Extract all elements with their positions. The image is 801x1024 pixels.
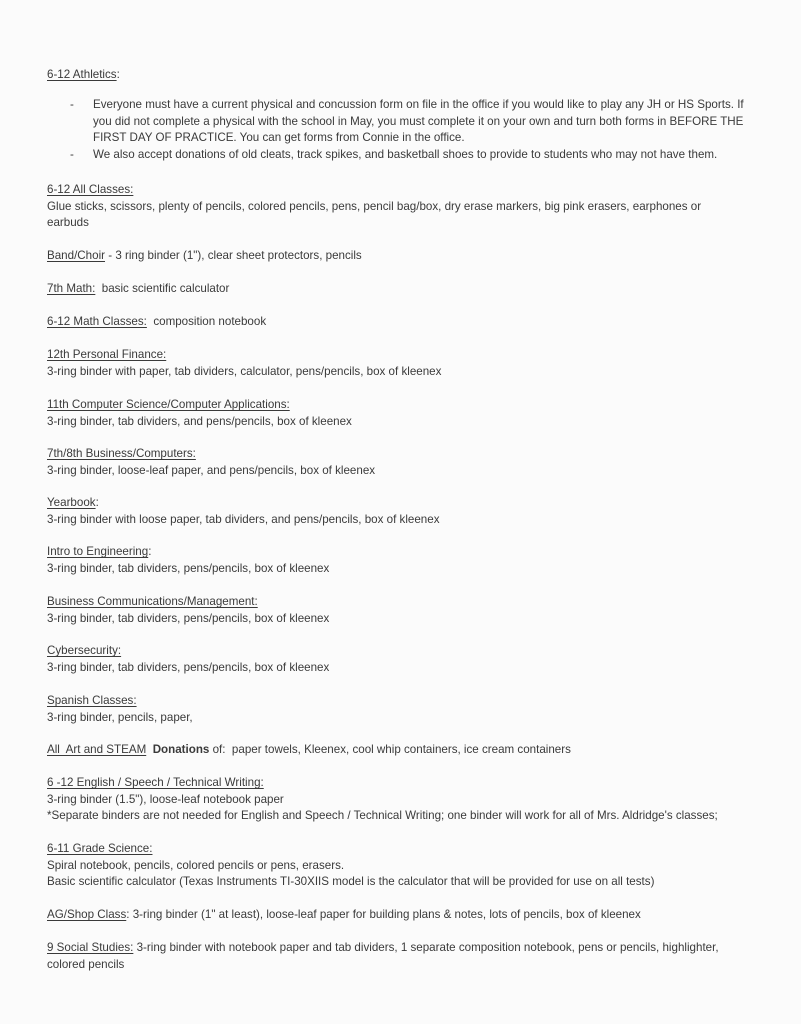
art-donations-label: Donations (152, 743, 210, 756)
art-heading: All Art and STEAM (47, 743, 147, 756)
social-heading: 9 Social Studies: (47, 941, 134, 954)
math7-section (47, 281, 737, 298)
finance-heading: 12th Personal Finance: (47, 348, 167, 361)
business78-section (47, 446, 737, 479)
band-choir-heading: Band/Choir (47, 249, 106, 262)
yearbook-colon: : (95, 496, 99, 509)
bizcomm-section (47, 594, 737, 627)
band-choir-text: - 3 ring binder (1"), clear sheet protectors, pencils (105, 249, 362, 262)
yearbook-section (47, 495, 737, 528)
science-line2: Basic scientific calculator (Texas Instruments TI-30XIIS model is the calculator that will be provided for use on all tests) (47, 875, 655, 888)
engineering-heading: Intro to Engineering (47, 545, 149, 558)
athletics-bullet-text: We also accept donations of old cleats, track spikes, and basketball shoes to provide to students who may not have them. (93, 147, 718, 161)
cyber-heading: Cybersecurity: (47, 644, 122, 657)
engineering-colon: : (148, 545, 152, 558)
social-text: 3-ring binder with notebook paper and tab dividers, 1 separate composition notebook, pens or pencils, highlighter, colored pencils (47, 941, 719, 971)
english-heading: 6 -12 English / Speech / Technical Writing: (47, 776, 264, 789)
ag-section (47, 907, 767, 924)
english-section (47, 775, 767, 825)
all-classes-heading: 6-12 All Classes: (47, 183, 134, 196)
business78-text: 3-ring binder, loose-leaf paper, and pens/pencils, box of kleenex (47, 463, 376, 477)
cyber-section (47, 643, 737, 676)
athletics-heading: 6-12 Athletics (47, 68, 117, 81)
yearbook-text: 3-ring binder with loose paper, tab dividers, and pens/pencils, box of kleenex (47, 512, 440, 526)
math7-text: basic scientific calculator (95, 282, 230, 295)
math612-heading: 6-12 Math Classes: (47, 315, 147, 328)
science-heading: 6-11 Grade Science: (47, 842, 153, 855)
science-section (47, 841, 767, 891)
engineering-text: 3-ring binder, tab dividers, pens/pencils, box of kleenex (47, 561, 330, 575)
athletics-bullet-list (47, 97, 747, 163)
science-line1: Spiral notebook, pencils, colored pencils or pens, erasers. (47, 858, 345, 872)
business78-heading: 7th/8th Business/Computers: (47, 447, 196, 460)
bizcomm-heading: Business Communications/Management: (47, 595, 258, 608)
english-line1: 3-ring binder (1.5"), loose-leaf notebook paper (47, 792, 284, 806)
spanish-heading: Spanish Classes: (47, 694, 137, 707)
all-classes-text: Glue sticks, scissors, plenty of pencils, colored pencils, pens, pencil bag/box, dry erase markers, big pink erasers, earphones or earbuds (47, 199, 702, 229)
math612-section (47, 314, 737, 331)
all-classes-section (47, 182, 737, 232)
art-section (47, 742, 737, 759)
engineering-section (47, 544, 737, 577)
list-item (47, 147, 747, 164)
cyber-text: 3-ring binder, tab dividers, pens/pencils, box of kleenex (47, 660, 330, 674)
social-section (47, 940, 737, 973)
ag-heading: AG/Shop Class (47, 908, 127, 921)
yearbook-heading: Yearbook (47, 496, 96, 509)
bullet-dash: - (70, 98, 74, 111)
finance-section (47, 347, 737, 380)
list-item (47, 97, 747, 147)
athletics-colon: : (116, 68, 120, 81)
compsci-heading: 11th Computer Science/Computer Applications: (47, 398, 290, 411)
math612-text: composition notebook (146, 315, 267, 328)
compsci-section (47, 397, 737, 430)
bizcomm-text: 3-ring binder, tab dividers, pens/pencils, box of kleenex (47, 611, 330, 625)
spanish-section (47, 693, 737, 726)
athletics-section (47, 67, 737, 84)
ag-text: : 3-ring binder (1" at least), loose-leaf paper for building plans & notes, lots of pencils, box of kleenex (126, 908, 641, 921)
spanish-text: 3-ring binder, pencils, paper, (47, 710, 193, 724)
bullet-dash: - (70, 147, 74, 161)
athletics-bullet-text: Everyone must have a current physical and concussion form on file in the office if you would like to play any JH or HS Sports. If you did not complete a physical with the school in May, you must complete it on your own and turn both forms in BEFORE THE FIRST DAY OF PRACTICE. You can get forms from Connie in the office. (93, 98, 744, 144)
art-text: of: paper towels, Kleenex, cool whip containers, ice cream containers (209, 743, 571, 756)
compsci-text: 3-ring binder, tab dividers, and pens/pencils, box of kleenex (47, 414, 352, 428)
band-choir-section (47, 248, 737, 265)
finance-text: 3-ring binder with paper, tab dividers, calculator, pens/pencils, box of kleenex (47, 364, 442, 378)
english-line2: *Separate binders are not needed for English and Speech / Technical Writing; one binder will work for all of Mrs. Aldridge's classes; (47, 809, 718, 822)
math7-heading: 7th Math: (47, 282, 96, 295)
